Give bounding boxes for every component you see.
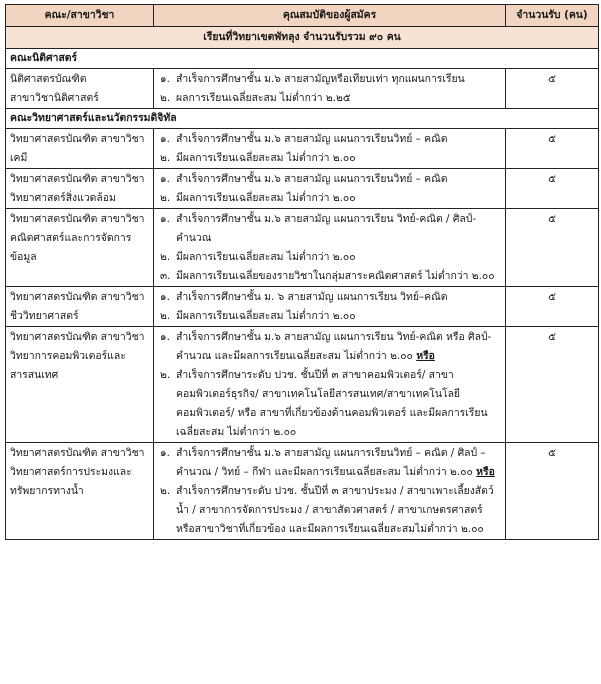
qualifications-cell — [154, 287, 506, 327]
seat-count: ๕ — [506, 327, 599, 443]
criterion-item — [160, 307, 501, 326]
seat-count: ๕ — [506, 209, 599, 287]
program-name-line: ทรัพยากรทางน้ำ — [10, 485, 84, 497]
program-name-line: วิทยาการคอมพิวเตอร์และ — [10, 350, 126, 362]
criterion-text: มีผลการเรียนเฉลี่ยสะสม ไม่ต่ำกว่า ๒.๐๐ — [176, 251, 356, 263]
criterion-text: ผลการเรียนเฉลี่ยสะสม ไม่ต่ำกว่า ๒.๒๕ — [176, 92, 351, 104]
criterion-text: สำเร็จการศึกษาระดับ ปวช. ชั้นปีที่ ๓ สาขาประมง / สาขาเพาะเลี้ยงสัตว์น้ำ / สาขาการจัดการประมง / สาขาสัตวศาสตร์ / สาขาเกษตรศาสตร์ หรือสาขาวิชาที่เกี่ยวข้อง และมีผลการเรียนเฉลี่ยสะสมไม่ต่ำกว่า ๒.๐๐ — [176, 485, 494, 535]
admission-table — [5, 4, 599, 540]
criterion-number: ๒. — [160, 92, 171, 104]
program-name — [6, 209, 154, 287]
program-name-line: เคมี — [10, 152, 28, 164]
criterion-number: ๒. — [160, 485, 171, 497]
program-row — [6, 129, 599, 169]
qualifications-cell — [154, 129, 506, 169]
qualifications-cell — [154, 443, 506, 540]
criterion-number: ๑. — [160, 331, 170, 343]
criterion-text: สำเร็จการศึกษาระดับ ปวช. ชั้นปีที่ ๓ สาขาคอมพิวเตอร์/ สาขาคอมพิวเตอร์ธุรกิจ/ สาขาเทคโนโลยีสารสนเทศ/สาขาเทคโนโลยีคอมพิวเตอร์/ หรือ สาขาที่เกี่ยวข้องด้านคอมพิวเตอร์ และมีผลการเรียนเฉลี่ยสะสม ไม่ต่ำกว่า ๒.๐๐ — [176, 369, 488, 438]
criterion-text: สำเร็จการศึกษาชั้น ม.๖ สายสามัญหรือเทียบเท่า ทุกแผนการเรียน — [176, 73, 465, 85]
program-name-line: คณิตศาสตร์และการจัดการ — [10, 232, 132, 244]
program-name-line: วิทยาศาสตรบัณฑิต สาขาวิชา — [10, 213, 145, 225]
criterion-text: มีผลการเรียนเฉลี่ยสะสม ไม่ต่ำกว่า ๒.๐๐ — [176, 192, 356, 204]
program-name — [6, 443, 154, 540]
program-name — [6, 129, 154, 169]
seat-count: ๕ — [506, 69, 599, 109]
campus-banner: เรียนที่วิทยาเขตพัทลุง จำนวนรับรวม ๙๐ คน — [6, 27, 599, 49]
qualifications-cell — [154, 69, 506, 109]
criterion-item — [160, 89, 501, 108]
criterion-item — [160, 248, 501, 267]
program-row — [6, 327, 599, 443]
seat-count: ๕ — [506, 443, 599, 540]
program-row — [6, 169, 599, 209]
seat-count: ๕ — [506, 169, 599, 209]
program-row — [6, 69, 599, 109]
program-name — [6, 69, 154, 109]
program-row — [6, 209, 599, 287]
program-name-line: ชีววิทยาศาสตร์ — [10, 310, 79, 322]
criterion-item — [160, 149, 501, 168]
criterion-text: สำเร็จการศึกษาชั้น ม. ๖ สายสามัญ แผนการเรียน วิทย์–คณิต — [176, 291, 448, 303]
seat-count: ๕ — [506, 129, 599, 169]
criterion-number: ๓. — [160, 270, 171, 282]
program-name-line: วิทยาศาสตรบัณฑิต สาขาวิชา — [10, 447, 145, 459]
program-name-line: ข้อมูล — [10, 251, 37, 263]
program-name — [6, 327, 154, 443]
criterion-item — [160, 288, 501, 307]
criterion-number: ๑. — [160, 447, 170, 459]
criterion-item — [160, 70, 501, 89]
criterion-item — [160, 189, 501, 208]
program-name — [6, 169, 154, 209]
criterion-text: สำเร็จการศึกษาชั้น ม.๖ สายสามัญ แผนการเรียนวิทย์ – คณิต / ศิลป์ – คำนวณ / วิทย์ – กีฬา และมีผลการเรียนเฉลี่ยสะสม ไม่ต่ำกว่า ๒.๐๐ หรือ — [176, 447, 495, 478]
program-name-line: วิทยาศาสตรบัณฑิต สาขาวิชา — [10, 133, 145, 145]
program-name-line: นิติศาสตรบัณฑิต — [10, 73, 87, 85]
criterion-number: ๒. — [160, 310, 171, 322]
criterion-text: สำเร็จการศึกษาชั้น ม.๖ สายสามัญ แผนการเรียน วิทย์-คณิต หรือ ศิลป์-คำนวณ และมีผลการเรียนเฉลี่ยสะสม ไม่ต่ำกว่า ๒.๐๐ หรือ — [176, 331, 492, 362]
qualifications-cell — [154, 169, 506, 209]
program-name-line: วิทยาศาสตร์การประมงและ — [10, 466, 132, 478]
criterion-number: ๑. — [160, 73, 170, 85]
faculty-name: คณะนิติศาสตร์ — [6, 49, 599, 69]
criterion-number: ๒. — [160, 251, 171, 263]
or-emphasis: หรือ — [416, 350, 435, 362]
criterion-number: ๑. — [160, 133, 170, 145]
qualifications-cell — [154, 209, 506, 287]
program-name — [6, 287, 154, 327]
header-qualifications: คุณสมบัติของผู้สมัคร — [154, 5, 506, 27]
criterion-item — [160, 328, 501, 366]
criterion-item — [160, 267, 501, 286]
criterion-number: ๑. — [160, 213, 170, 225]
criterion-number: ๑. — [160, 173, 170, 185]
campus-banner-row — [6, 27, 599, 49]
criterion-text: มีผลการเรียนเฉลี่ยสะสม ไม่ต่ำกว่า ๒.๐๐ — [176, 310, 356, 322]
program-name-line: วิทยาศาสตรบัณฑิต สาขาวิชา — [10, 173, 145, 185]
criterion-item — [160, 444, 501, 482]
criterion-item — [160, 366, 501, 442]
criterion-number: ๒. — [160, 152, 171, 164]
table-header-row — [6, 5, 599, 27]
criterion-number: ๒. — [160, 192, 171, 204]
header-faculty-program: คณะ/สาขาวิชา — [6, 5, 154, 27]
faculty-name: คณะวิทยาศาสตร์และนวัตกรรมดิจิทัล — [6, 109, 599, 129]
criterion-text: มีผลการเรียนเฉลี่ยสะสม ไม่ต่ำกว่า ๒.๐๐ — [176, 152, 356, 164]
seat-count: ๕ — [506, 287, 599, 327]
header-seats: จำนวนรับ (คน) — [506, 5, 599, 27]
program-name-line: สารสนเทศ — [10, 369, 59, 381]
criterion-item — [160, 130, 501, 149]
program-row — [6, 443, 599, 540]
criterion-number: ๑. — [160, 291, 170, 303]
criterion-text: สำเร็จการศึกษาชั้น ม.๖ สายสามัญ แผนการเรียนวิทย์ – คณิต — [176, 133, 448, 145]
program-name-line: วิทยาศาสตรบัณฑิต สาขาวิชา — [10, 291, 145, 303]
criterion-item — [160, 482, 501, 539]
faculty-row — [6, 49, 599, 69]
criterion-text: สำเร็จการศึกษาชั้น ม.๖ สายสามัญ แผนการเรียน วิทย์-คณิต / ศิลป์-คำนวณ — [176, 213, 477, 244]
qualifications-cell — [154, 327, 506, 443]
program-row — [6, 287, 599, 327]
criterion-item — [160, 210, 501, 248]
criterion-text: สำเร็จการศึกษาชั้น ม.๖ สายสามัญ แผนการเรียนวิทย์ – คณิต — [176, 173, 448, 185]
criterion-item — [160, 170, 501, 189]
criterion-text: มีผลการเรียนเฉลี่ยของรายวิชาในกลุ่มสาระคณิตศาสตร์ ไม่ต่ำกว่า ๒.๐๐ — [176, 270, 495, 282]
program-name-line: วิทยาศาสตรบัณฑิต สาขาวิชา — [10, 331, 145, 343]
faculty-row — [6, 109, 599, 129]
program-name-line: สาขาวิชานิติศาสตร์ — [10, 92, 99, 104]
criterion-number: ๒. — [160, 369, 171, 381]
or-emphasis: หรือ — [476, 466, 495, 478]
program-name-line: วิทยาศาสตร์สิ่งแวดล้อม — [10, 192, 116, 204]
